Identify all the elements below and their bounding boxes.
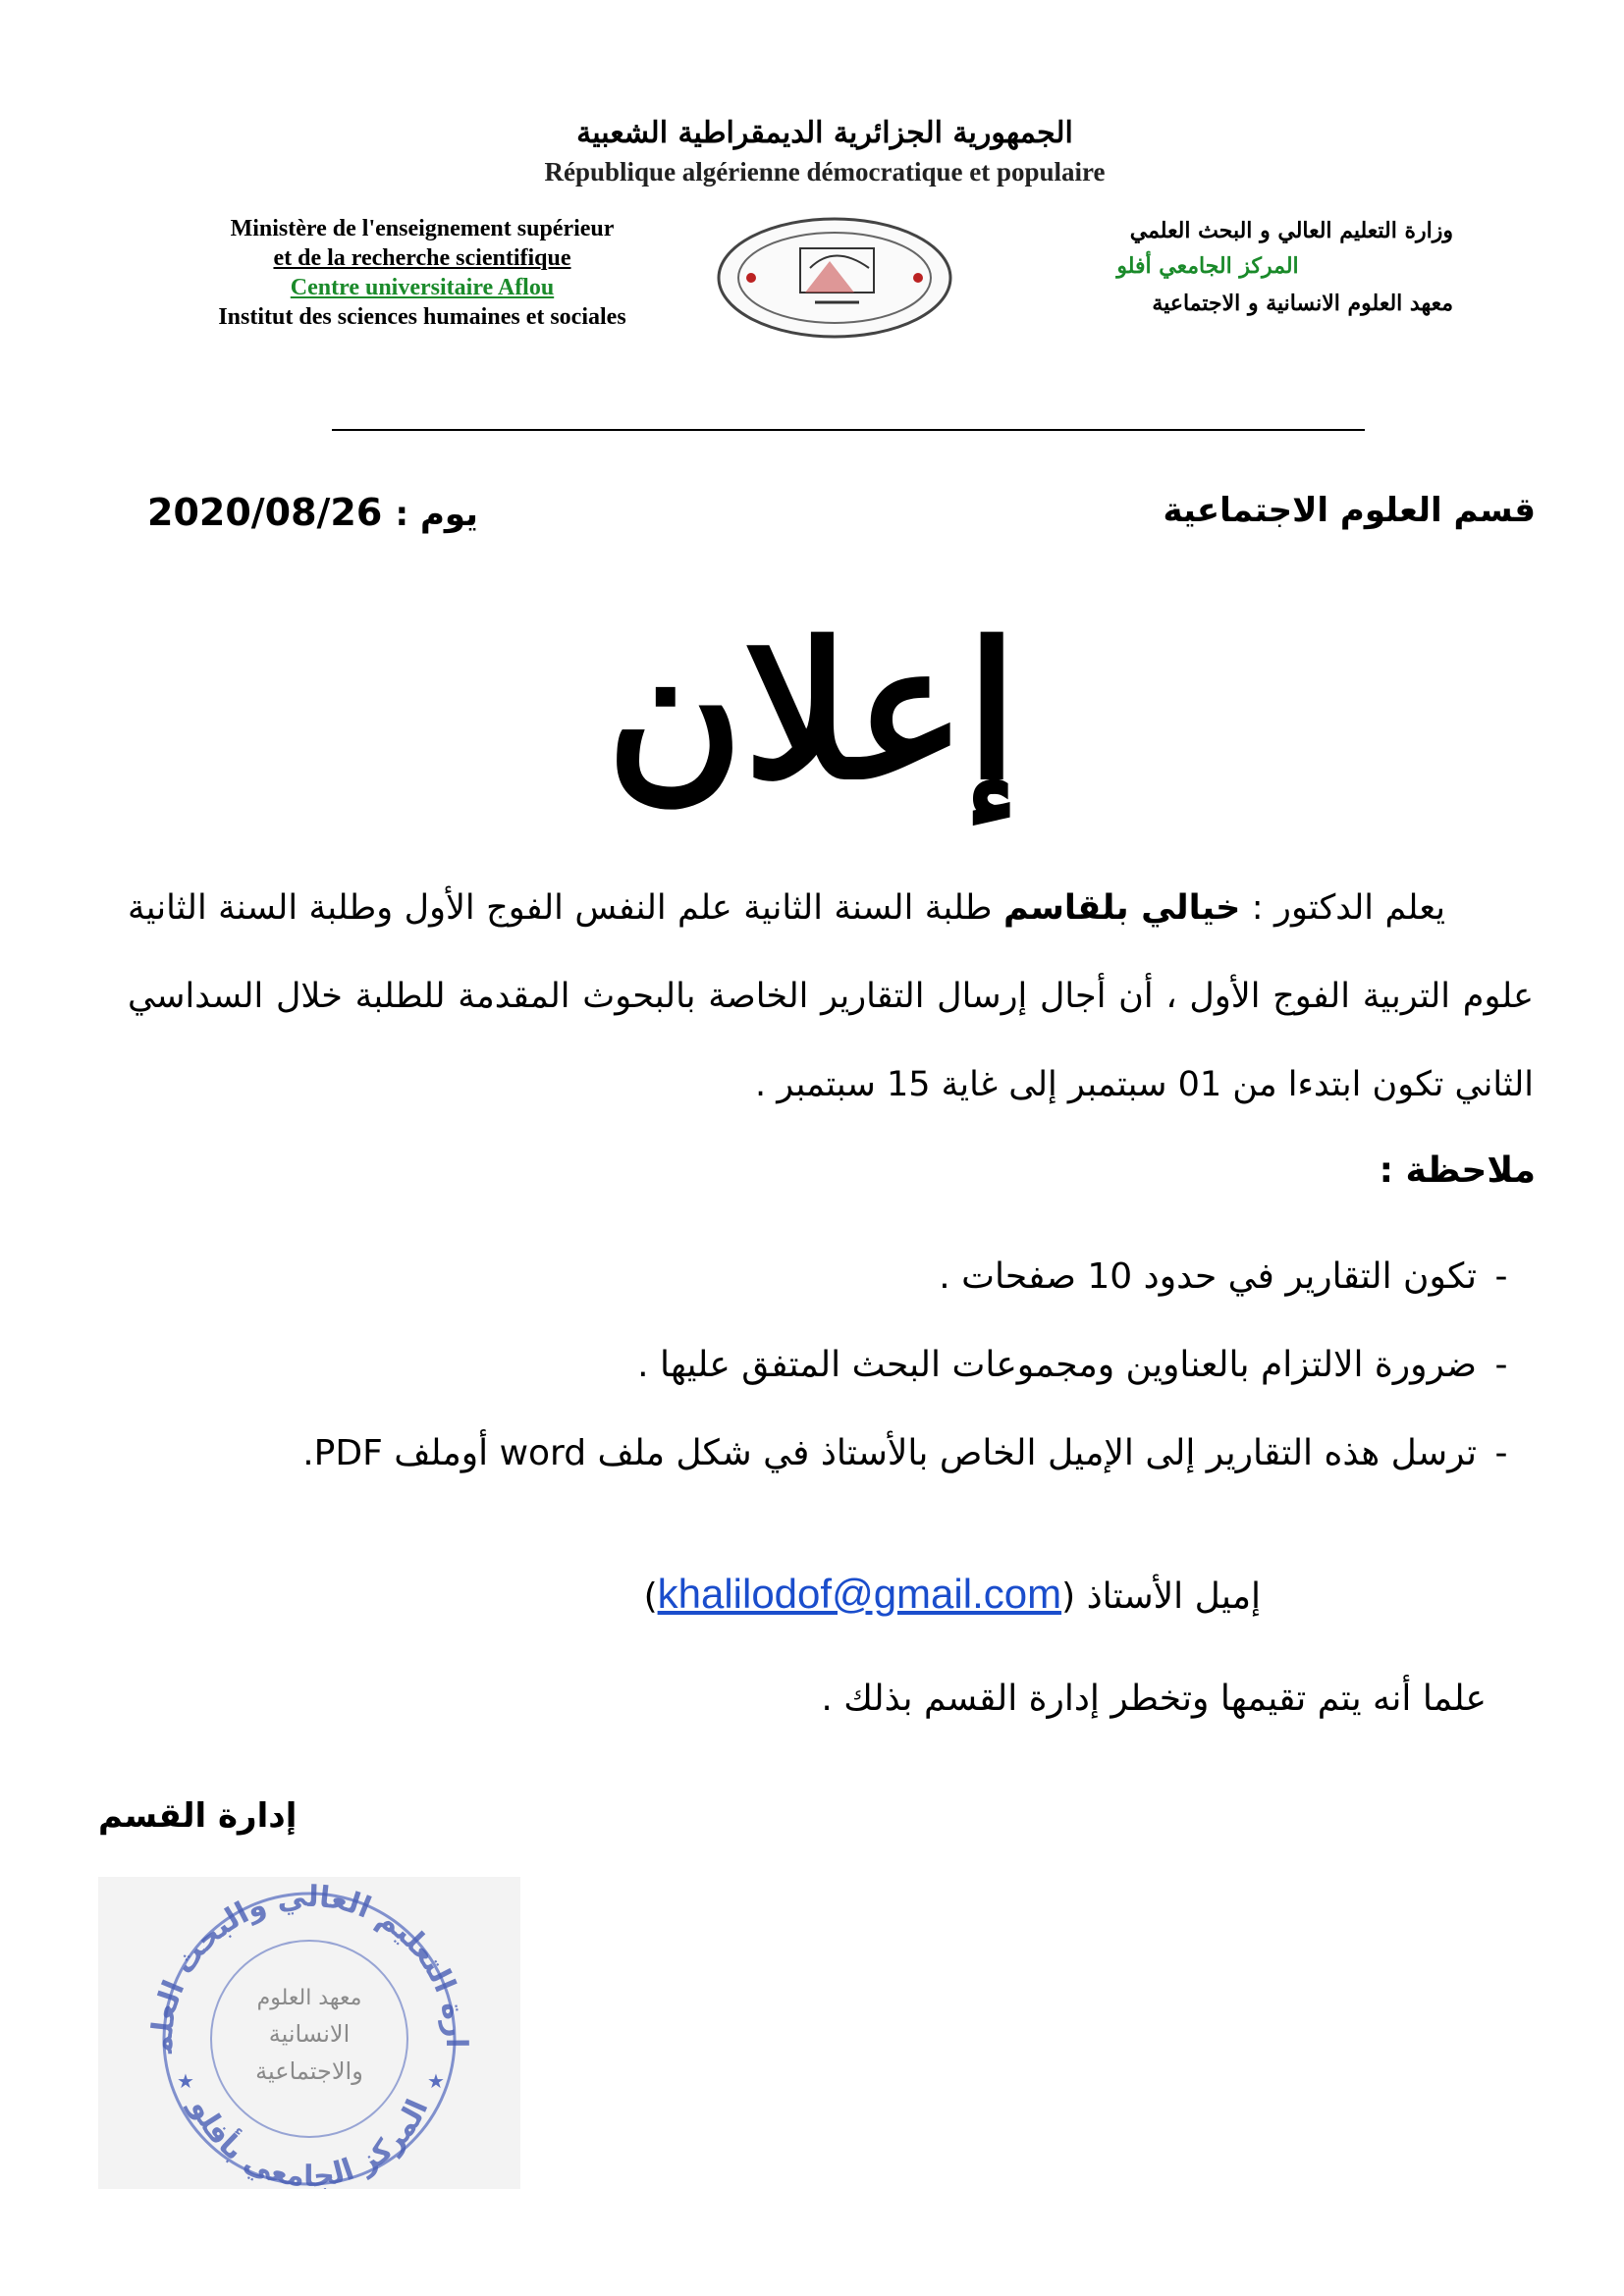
note-bullet: - <box>1494 1345 1508 1385</box>
header-arabic-title: الجمهورية الجزائرية الديمقراطية الشعبية <box>576 116 1073 150</box>
french-research-line <box>137 243 707 273</box>
note-bullet: - <box>1494 1433 1508 1473</box>
french-centre-text: Centre universitaire Aflou <box>290 275 555 300</box>
note-item <box>302 1433 1526 1473</box>
date-label: يوم : <box>395 495 478 534</box>
email-open-paren: ( <box>1061 1576 1076 1617</box>
french-centre-line <box>137 273 707 302</box>
french-ministry-line: Ministère de l'enseignement supérieur <box>230 216 615 241</box>
arabic-institute-line: معهد العلوم الانسانية و الاجتماعية <box>1152 291 1453 316</box>
note-title: ملاحظة : <box>1379 1150 1536 1191</box>
signature-label: إدارة القسم <box>98 1796 298 1836</box>
stamp-ring-text: ارة التعليم العالي والبحث العلم <box>144 1879 474 2054</box>
date-value: 2020/08/26 <box>147 491 383 534</box>
announcement-title: إعلان <box>606 602 1018 821</box>
stamp-bottom-text: المركز الجامعي بأفلو <box>183 2093 436 2189</box>
header-french-title: République algérienne démocratique et populaire <box>544 157 1106 187</box>
note-item <box>939 1256 1526 1297</box>
official-stamp <box>98 1877 520 2189</box>
email-label: إميل الأستاذ <box>1086 1576 1261 1617</box>
department-name: قسم العلوم الاجتماعية <box>1163 491 1536 530</box>
announcement-body <box>128 864 1534 1129</box>
body-text: طلبة السنة الثانية علم النفس الفوج الأول وطلبة السنة الثانية علوم التربية الفوج الأول ، أن أجال إرسال التقارير الخاصة بالبحوث المقدمة للطلبة خلال السداسي الثاني تكون ابتدءا من 01 سبتمبر إلى غاية 15 سبتمبر . <box>128 888 1534 1104</box>
arabic-ministry-line: وزارة التعليم العالي و البحث العلمي <box>1129 218 1453 243</box>
stamp-center-line: معهد العلوم <box>256 1986 362 2010</box>
email-close-paren: ) <box>643 1576 658 1617</box>
stamp-center-line: والاجتماعية <box>255 2057 363 2085</box>
svg-text:المركز الجامعي بأفلو <box>183 2092 436 2189</box>
note-item-text: ضرورة الالتزام بالعناوين ومجموعات البحث المتفق عليها . <box>637 1345 1477 1385</box>
email-link[interactable]: khalilodof@gmail.com <box>657 1571 1062 1617</box>
french-research-text: et de la recherche scientifique <box>273 245 571 271</box>
stamp-star-icon: ★ <box>427 2069 445 2093</box>
french-institute-line: Institut des sciences humaines et sociales <box>218 304 626 330</box>
announcement-date <box>147 491 478 534</box>
body-prefix: يعلم الدكتور : <box>1251 888 1445 928</box>
arabic-centre-line: المركز الجامعي أفلو <box>1116 253 1299 279</box>
header-divider <box>332 429 1365 431</box>
note-bullet: - <box>1494 1256 1508 1297</box>
university-emblem-icon <box>712 214 957 342</box>
professor-name: خيالي بلقاسم <box>1003 888 1241 928</box>
stamp-center-line: الانسانية <box>268 2020 351 2048</box>
note-item-text: ترسل هذه التقارير إلى الإميل الخاص بالأستاذ في شكل ملف word أوملف PDF. <box>302 1433 1477 1473</box>
closing-sentence: علما أنه يتم تقيمها وتخطر إدارة القسم بذلك . <box>821 1679 1487 1719</box>
note-item-text: تكون التقارير في حدود 10 صفحات . <box>939 1256 1477 1297</box>
stamp-star-icon: ★ <box>177 2069 194 2093</box>
professor-email-line <box>644 1571 1261 1618</box>
note-item <box>637 1345 1526 1385</box>
